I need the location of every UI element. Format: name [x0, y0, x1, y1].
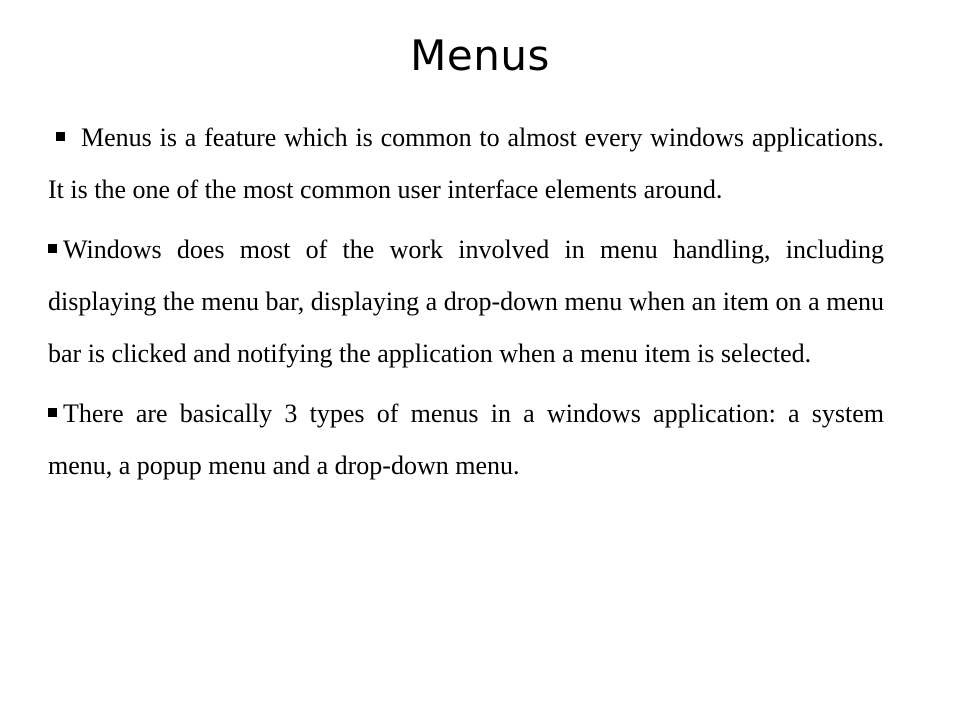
- bullet-list: [48, 112, 884, 500]
- square-bullet-icon: [48, 244, 57, 253]
- square-bullet-icon: [56, 132, 65, 141]
- slide-title: Menus: [410, 31, 550, 80]
- square-bullet-icon: [48, 408, 57, 417]
- bullet-item: [48, 112, 884, 216]
- bullet-text: Menus is a feature which is common to almost every windows applications. It is the one of the most common user interface elements around.: [48, 123, 884, 204]
- bullet-item: [48, 224, 884, 380]
- bullet-item: [48, 388, 884, 492]
- bullet-text: Windows does most of the work involved in menu handling, including displaying the menu bar, displaying a drop-down menu when an item on a menu bar is clicked and notifying the application when a menu item is selected.: [48, 235, 884, 368]
- bullet-paragraph: [48, 224, 884, 380]
- bullet-paragraph: [48, 112, 884, 216]
- bullet-text: There are basically 3 types of menus in a windows application: a system menu, a popup menu and a drop-down menu.: [48, 399, 884, 480]
- bullet-paragraph: [48, 388, 884, 492]
